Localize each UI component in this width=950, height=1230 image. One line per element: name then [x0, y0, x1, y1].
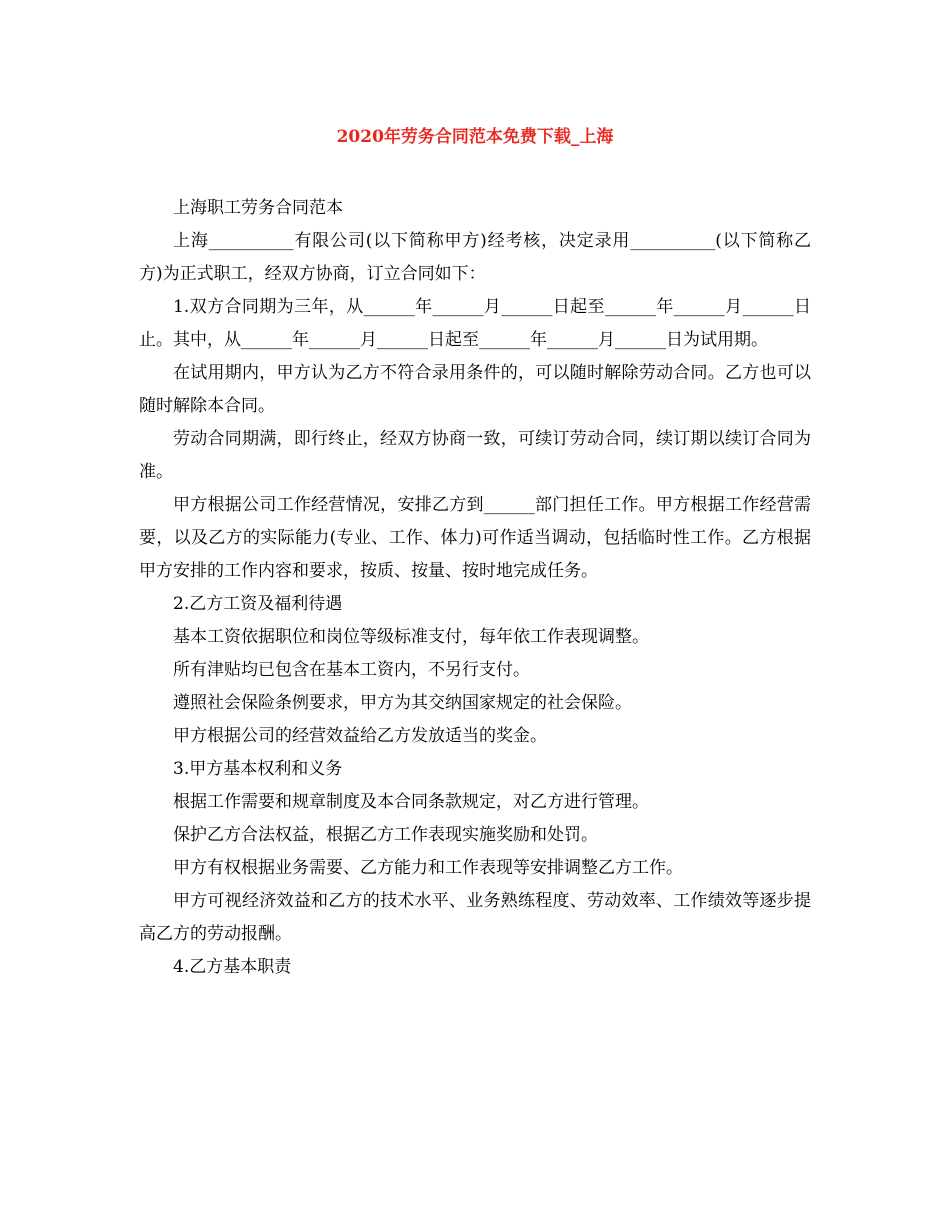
paragraph: 甲方根据公司的经营效益给乙方发放适当的奖金。 [173, 726, 547, 746]
paragraph: 甲方根据公司工作经营情况，安排乙方到______部门担任工作。甲方根据工作经营需要，以及乙方的实际能力(专业、工作、体力)可作适当调动，包括临时性工作。乙方根据甲方安排的工作内容和要求，按质、按量、按时地完成任务。 [139, 495, 811, 581]
paragraph: 在试用期内，甲方认为乙方不符合录用条件的，可以随时解除劳动合同。乙方也可以随时解除本合同。 [139, 363, 811, 416]
section-heading: 2.乙方工资及福利待遇 [173, 594, 343, 614]
section-heading: 4.乙方基本职责 [173, 957, 292, 977]
document-body [139, 192, 811, 984]
section-heading: 3.甲方基本权利和义务 [173, 759, 343, 779]
paragraph: 所有津贴均已包含在基本工资内，不另行支付。 [173, 660, 530, 680]
paragraph: 上海__________有限公司(以下简称甲方)经考核，决定录用__________(以下简称乙方)为正式职工，经双方协商，订立合同如下： [139, 231, 811, 284]
paragraph: 1.双方合同期为三年，从______年______月______日起至______年______月______日止。其中，从______年______月______日起至______年______月______日为试用期。 [139, 297, 811, 350]
document-title: 2020年劳务合同范本免费下载_上海 [336, 127, 614, 147]
paragraph: 甲方可视经济效益和乙方的技术水平、业务熟练程度、劳动效率、工作绩效等逐步提高乙方的劳动报酬。 [139, 891, 811, 944]
paragraph: 保护乙方合法权益，根据乙方工作表现实施奖励和处罚。 [173, 825, 598, 845]
paragraph: 上海职工劳务合同范本 [173, 198, 343, 218]
paragraph: 根据工作需要和规章制度及本合同条款规定，对乙方进行管理。 [173, 792, 649, 812]
paragraph: 基本工资依据职位和岗位等级标准支付，每年依工作表现调整。 [173, 627, 649, 647]
paragraph: 劳动合同期满，即行终止，经双方协商一致，可续订劳动合同，续订期以续订合同为准。 [139, 429, 811, 482]
paragraph: 遵照社会保险条例要求，甲方为其交纳国家规定的社会保险。 [173, 693, 632, 713]
paragraph: 甲方有权根据业务需要、乙方能力和工作表现等安排调整乙方工作。 [173, 858, 683, 878]
